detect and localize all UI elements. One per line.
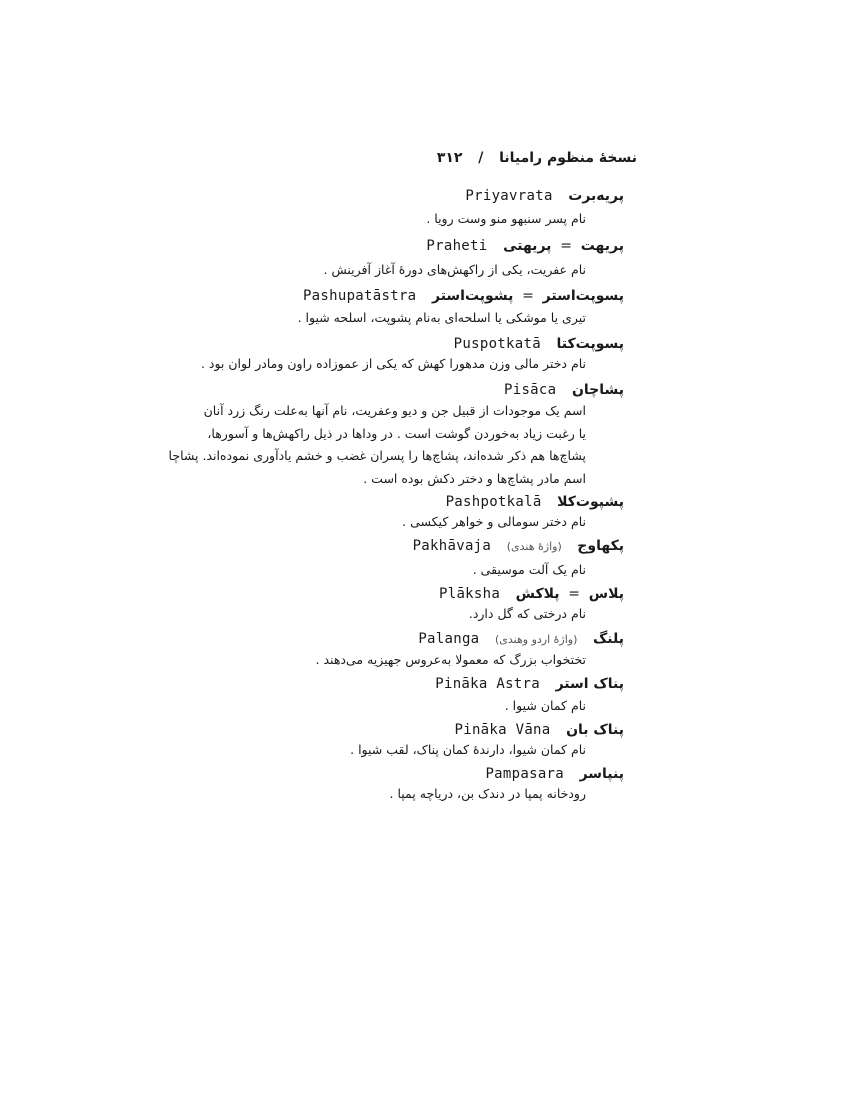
latin-transliteration: Puspotkatā: [453, 336, 541, 352]
latin-transliteration: Plāksha: [438, 586, 501, 602]
entry-definition: نام دختر مالی وزن مدهورا کهش که یکی از عموزاده راون ومادر لوان بود .: [200, 356, 586, 371]
equals-sign: =: [568, 586, 580, 602]
entry-definition: نام دختر سومالی و خواهر کیکسی .: [402, 514, 586, 529]
entry-definition: نام کمان شیوا .: [504, 698, 586, 713]
entry-headword: [504, 380, 624, 398]
alternate-headword: پشوپت‌استر: [431, 288, 514, 304]
entry-headword: [418, 629, 624, 647]
persian-headword: پنپاسر: [579, 766, 624, 782]
definition-line: پشاچ‌ها هم ذکر شده‌اند، پشاچ‌ها را پسران غضب و خشم یادآوری نموده‌اند. پشاچا: [168, 448, 586, 463]
page-number: ۳۱۲: [436, 150, 463, 166]
latin-transliteration: Praheti: [426, 238, 488, 254]
page-header: [437, 150, 637, 166]
latin-transliteration: Palanga: [418, 631, 480, 647]
persian-headword: پلاس: [588, 586, 624, 602]
entry-definition: تیری یا موشکی یا اسلحه‌ای به‌نام پشوپت، اسلحه شیوا .: [297, 310, 586, 325]
persian-headword: پسوپت‌کتا: [556, 336, 624, 352]
latin-transliteration: Pashupatāstra: [302, 288, 417, 304]
book-title: نسخهٔ منظوم رامیانا: [499, 150, 637, 166]
entry-headword: [435, 674, 624, 692]
entry-definition: [169, 400, 586, 490]
persian-headword: پسوپت‌استر: [542, 288, 624, 304]
persian-headword: پلنگ: [592, 631, 624, 647]
entry-definition: نام پسر سنبهو منو وست رویا .: [426, 211, 586, 226]
entry-definition: رودخانه پمپا در دندک بن، دریاچه پمپا .: [389, 786, 586, 801]
alternate-headword: پلاکش: [515, 586, 560, 602]
persian-headword: پریهت: [580, 238, 624, 254]
latin-transliteration: Pakhāvaja: [412, 538, 492, 554]
entry-headword: [455, 720, 625, 738]
entry-headword: [446, 492, 624, 510]
entry-definition: نام کمان شیوا، دارندهٔ کمان پناک، لقب شیوا .: [350, 742, 586, 757]
definition-line: اسم مادر پشاچ‌ها و دختر دکش بوده است .: [363, 470, 586, 486]
persian-headword: پشاچان: [571, 382, 624, 398]
latin-transliteration: Pināka Vāna: [454, 722, 551, 738]
entry-definition: نام یک آلت موسیقی .: [472, 562, 586, 577]
entry-definition: نام درختی که گل دارد.: [468, 606, 586, 621]
entry-headword: [439, 584, 624, 602]
persian-headword: پکهاوج: [577, 538, 624, 554]
entry-definition: تختخواب بزرگ که معمولا به‌عروس جهیزیه می‌دهند .: [315, 652, 586, 667]
entry-headword: [426, 236, 624, 254]
persian-headword: پریه‌برت: [568, 188, 624, 204]
persian-headword: پناک بان: [566, 722, 624, 738]
definition-line: یا رغبت زیاد به‌خوردن گوشت است . در وداها در ذیل راکهش‌ها و آسورها،: [207, 425, 586, 441]
entry-definition: نام عفریت، یکی از راکهش‌های دورهٔ آغاز آفرینش .: [323, 262, 586, 277]
entry-headword: [465, 186, 624, 204]
latin-transliteration: Pisāca: [504, 382, 557, 398]
alternate-headword: پریهتی: [503, 238, 552, 254]
equals-sign: =: [560, 238, 572, 254]
entry-headword: [485, 764, 624, 782]
header-separator: /: [478, 150, 484, 166]
language-note: (واژهٔ هندی): [506, 540, 562, 553]
entry-headword: [454, 334, 624, 352]
latin-transliteration: Pashpotkalā: [445, 494, 542, 510]
latin-transliteration: Pampasara: [485, 766, 565, 782]
entry-headword: [303, 286, 624, 304]
entry-headword: [413, 536, 624, 554]
latin-transliteration: Priyavrata: [465, 188, 553, 204]
latin-transliteration: Pināka Astra: [435, 676, 540, 692]
language-note: (واژهٔ اردو وهندی): [494, 633, 578, 646]
definition-line: اسم یک موجودات از قبیل جن و دیو وعفریت، نام آنها به‌علت رنگ زرد آنان: [203, 403, 586, 418]
persian-headword: پناک استر: [555, 676, 624, 692]
persian-headword: پشپوت‌کلا: [557, 494, 624, 510]
equals-sign: =: [522, 288, 534, 304]
